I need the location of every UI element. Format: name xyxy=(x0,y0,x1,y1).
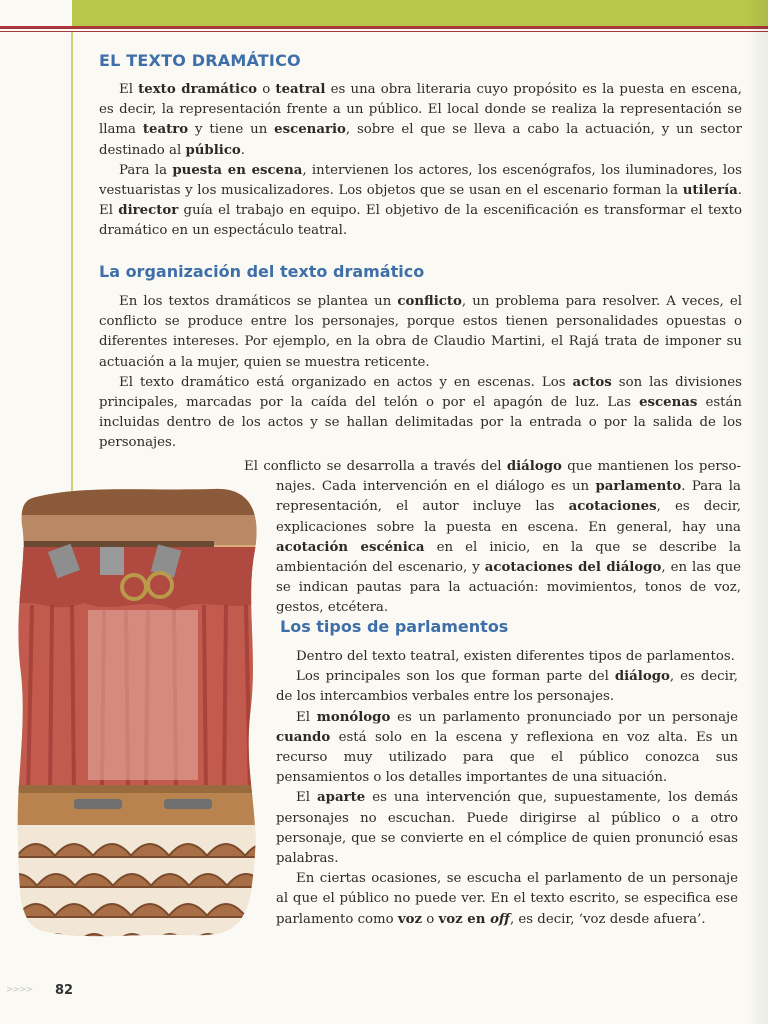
section-heading-tipos: Los tipos de parlamentos xyxy=(280,617,509,636)
intro-section xyxy=(99,80,742,242)
tipos-paragraph-5: En ciertas ocasiones, se escucha el parlamento de un personaje al que el público no puede ver. En el texto escrito, se especifica ese parlamento como voz o voz en off, es decir, ‘voz desde afuera’. xyxy=(276,871,738,927)
top-rule xyxy=(0,26,768,29)
page-title: EL TEXTO DRAMÁTICO xyxy=(99,51,301,70)
margin-rule xyxy=(71,32,73,502)
organizacion-paragraph-1: En los textos dramáticos se plantea un conflicto, un problema para resolver. A veces, el conflicto se produce entre los personajes, porque estos tienen personalidades opuestas o diferentes intereses. Por ejemplo, en la obra de Claudio Martini, el Rajá trata de imponer su actuación a la mujer, quien se muestra reticente. xyxy=(99,294,742,370)
organizacion-paragraph-2: El texto dramático está organizado en actos y en escenas. Los actos son las divisiones principales, marcadas por la caída del telón o por el apagón de luz. Las escenas están incluidas dentro de los actos y se hallan delimitadas por la entrada o por la salida de los personajes. xyxy=(99,374,743,451)
page-number: 82 xyxy=(55,983,74,998)
tipos-section xyxy=(276,647,738,930)
dialogo-paragraph: El conflicto se desarrolla a través del diálogo que mantienen los perso- najes. Cada intervención en el diálogo es un parlamento. Para la representación, el autor incluye las acotaciones, es decir, explicaciones sobre la puesta en escena. En general, hay una acotación escénica en el inicio, en la que se describe la ambientación del escenario, y acotaciones del diálogo, en las que se indican pautas para la actuación: movimientos, tonos de voz, gestos, etcétera. xyxy=(244,459,742,616)
organizacion-section xyxy=(99,292,742,454)
intro-paragraph-1: El texto dramático o teatral es una obra literaria cuyo propósito es la puesta en escena, es decir, la representación frente a un público. El local donde se realiza la representación se llama teatro y tiene un escenario, sobre el que se lleva a cabo la actuación, y un sector destinado al público. xyxy=(99,82,742,158)
page-edge-shadow xyxy=(746,0,768,1024)
top-rule-thin xyxy=(0,31,768,32)
tipos-paragraph-4: El aparte es una intervención que, supuestamente, los demás personajes no escuchan. Puede dirigirse al público o a otro personaje, que se convierte en el cómplice de quien pronunció esas palabras. xyxy=(276,790,738,867)
theater-stage-illustration xyxy=(14,485,264,940)
section-heading-organizacion: La organización del texto dramático xyxy=(99,262,425,281)
organizacion-paragraph-3 xyxy=(244,457,742,619)
tipos-paragraph-3: El monólogo es un parlamento pronunciado por un personaje cuando está solo en la escena y reflexiona en voz alta. Es un recurso muy utilizado para que el público conozca sus pensamientos o los detalles importantes de una situación. xyxy=(276,709,738,786)
top-color-band xyxy=(72,0,768,26)
tipos-paragraph-1: Dentro del texto teatral, existen diferentes tipos de parlamentos. xyxy=(296,649,735,664)
tipos-paragraph-2: Los principales son los que forman parte del diálogo, es decir, de los intercambios verbales entre los personajes. xyxy=(276,669,739,705)
intro-paragraph-2: Para la puesta en escena, intervienen los actores, los escenógrafos, los iluminadores, los vestuaristas y los musicalizadores. Los objetos que se usan en el escenario forman la utilería. El director guía el trabajo en equipo. El objetivo de la escenificación es transformar el texto dramático en un espectáculo teatral. xyxy=(99,162,743,239)
page-nav-arrows: >>>> xyxy=(6,985,33,995)
